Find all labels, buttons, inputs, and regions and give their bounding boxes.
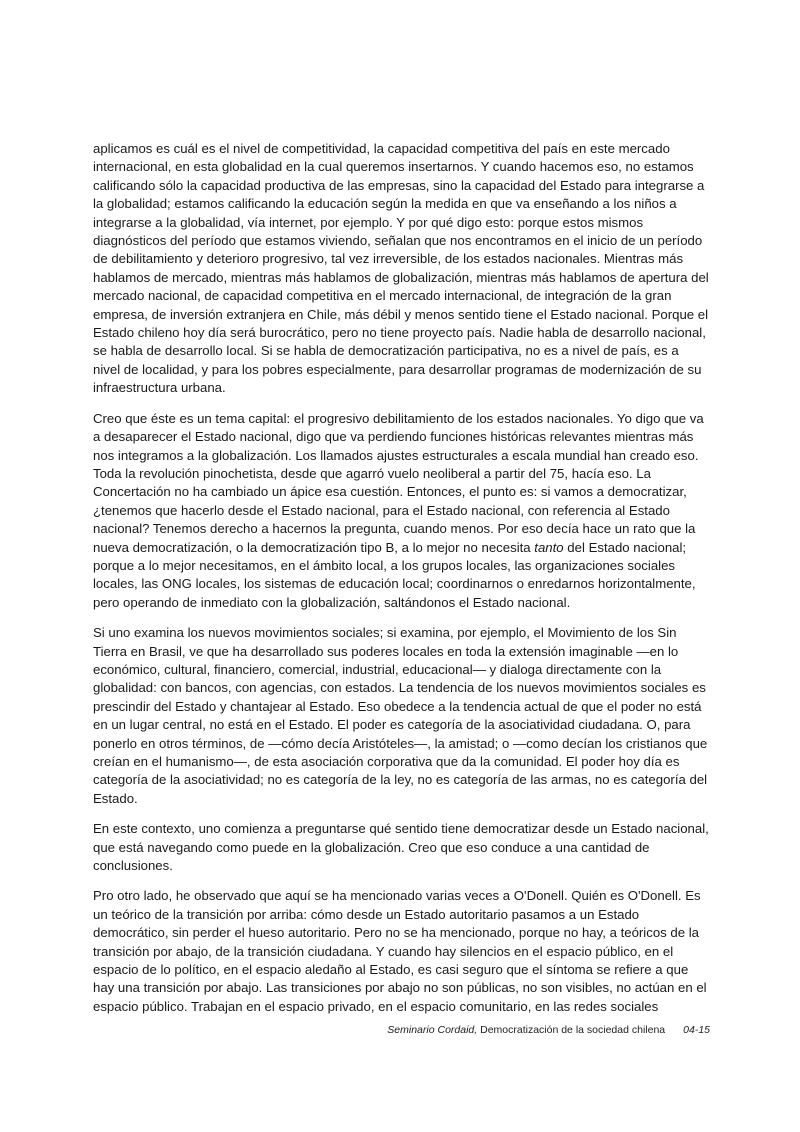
paragraph-1: aplicamos es cuál es el nivel de competitividad, la capacidad competitiva del país en este mercado internacional, en esta globalidad en la cual queremos insertarnos. Y cuando hacemos eso, no estamos calificando sólo la capacidad productiva de las empresas, sino la capacidad del Estado para integrarse a la globalidad; estamos calificando la educación según la medida en que va enseñando a los niños a integrarse a la globalidad, vía internet, por ejemplo. Y por qué digo esto: porque estos mismos diagnósticos del período que estamos viviendo, señalan que nos encontramos en el inicio de un período de debilitamiento y deterioro progresivo, tal vez irreversible, de los estados nacionales. Mientras más hablamos de mercado, mientras más hablamos de globalización, mientras más hablamos de apertura del mercado nacional, de capacidad competitiva en el mercado internacional, de integración de la gran empresa, de inversión extranjera en Chile, más débil y menos sentido tiene el Estado nacional. Porque el Estado chileno hoy día será burocrático, pero no tiene proyecto país. Nadie habla de desarrollo nacional, se habla de desarrollo local. Si se habla de democratización participativa, no es a nivel de país, es a nivel de localidad, y para los pobres especialmente, para desarrollar programas de modernización de su infraestructura urbana. [93, 141, 709, 396]
page-footer [380, 1023, 710, 1037]
paragraph-5: Pro otro lado, he observado que aquí se ha mencionado varias veces a O'Donell. Quién es O'Donell. Es un teórico de la transición por arriba: cómo desde un Estado autoritario pasamos a un Estado democrático, sin perder el hueso autoritario. Pero no se ha mencionado, porque no hay, a teóricos de la transición por abajo, de la transición ciudadana. Y cuando hay silencios en el espacio público, en el espacio de lo político, en el espacio aledaño al Estado, es casi seguro que el síntoma se refiere a que hay una transición por abajo. Las transiciones por abajo no son públicas, no son visibles, no actúan en el espacio público. Trabajan en el espacio privado, en el espacio comunitario, en las redes sociales [93, 888, 707, 1014]
paragraph-4: En este contexto, uno comienza a preguntarse qué sentido tiene democratizar desde un Estado nacional, que está navegando como puede en la globalización. Creo que eso conduce a una cantidad de conclusiones. [93, 821, 709, 874]
paragraph-3: Si uno examina los nuevos movimientos sociales; si examina, por ejemplo, el Movimiento de los Sin Tierra en Brasil, ve que ha desarrollado sus poderes locales en toda la extensión imaginable —en lo económico, cultural, financiero, comercial, industrial, educacional— y dialoga directamente con la globalidad: con bancos, con agencias, con estados. La tendencia de los nuevos movimientos sociales es prescindir del Estado y chantajear al Estado. Eso obedece a la tendencia actual de que el poder no está en un lugar central, no está en el Estado. El poder es categoría de la asociatividad ciudadana. O, para ponerlo en otros términos, de —cómo decía Aristóteles—, la amistad; o —como decían los cristianos que creían en el humanismo—, de esta asociación corporativa que da la comunidad. El poder hoy día es categoría de la asociatividad; no es categoría de la ley, no es categoría de las armas, no es categoría del Estado. [93, 625, 708, 806]
emphasis-tanto: tanto [534, 539, 564, 555]
footer-series: Seminario Cordaid, [387, 1024, 478, 1036]
document-body [93, 140, 709, 1028]
footer-title: Democratización de la sociedad chilena [477, 1024, 666, 1036]
paragraph-2 [93, 410, 709, 612]
paragraph-2-text-b: del Estado nacional; porque a lo mejor necesitamos, en el ámbito local, a los grupos locales, las organizaciones sociales locales, las ONG locales, los sistemas de educación local; coordinarnos o enredarnos horizontalmente, pero operando de inmediato con la globalización, saltándonos el Estado nacional. [93, 539, 696, 610]
paragraph-2-text-a: Creo que éste es un tema capital: el progresivo debilitamiento de los estados nacionales. Yo digo que va a desaparecer el Estado nacional, digo que va perdiendo funciones históricas relevantes mientras más nos integramos a la globalización. Los llamados ajustes estructurales a escala mundial han creado eso. Toda la revolución pinochetista, desde que agarró vuelo neoliberal a partir del 75, hacía eso. La Concertación no ha cambiado un ápice esa cuestión. Entonces, el punto es: si vamos a democratizar, ¿tenemos que hacerlo desde el Estado nacional, para el Estado nacional, con referencia al Estado nacional? Tenemos derecho a hacernos la pregunta, cuando menos. Por eso decía hace un rato que la nueva democratización, o la democratización tipo B, a lo mejor no necesita [93, 410, 704, 555]
page-number: 04-15 [683, 1024, 710, 1036]
